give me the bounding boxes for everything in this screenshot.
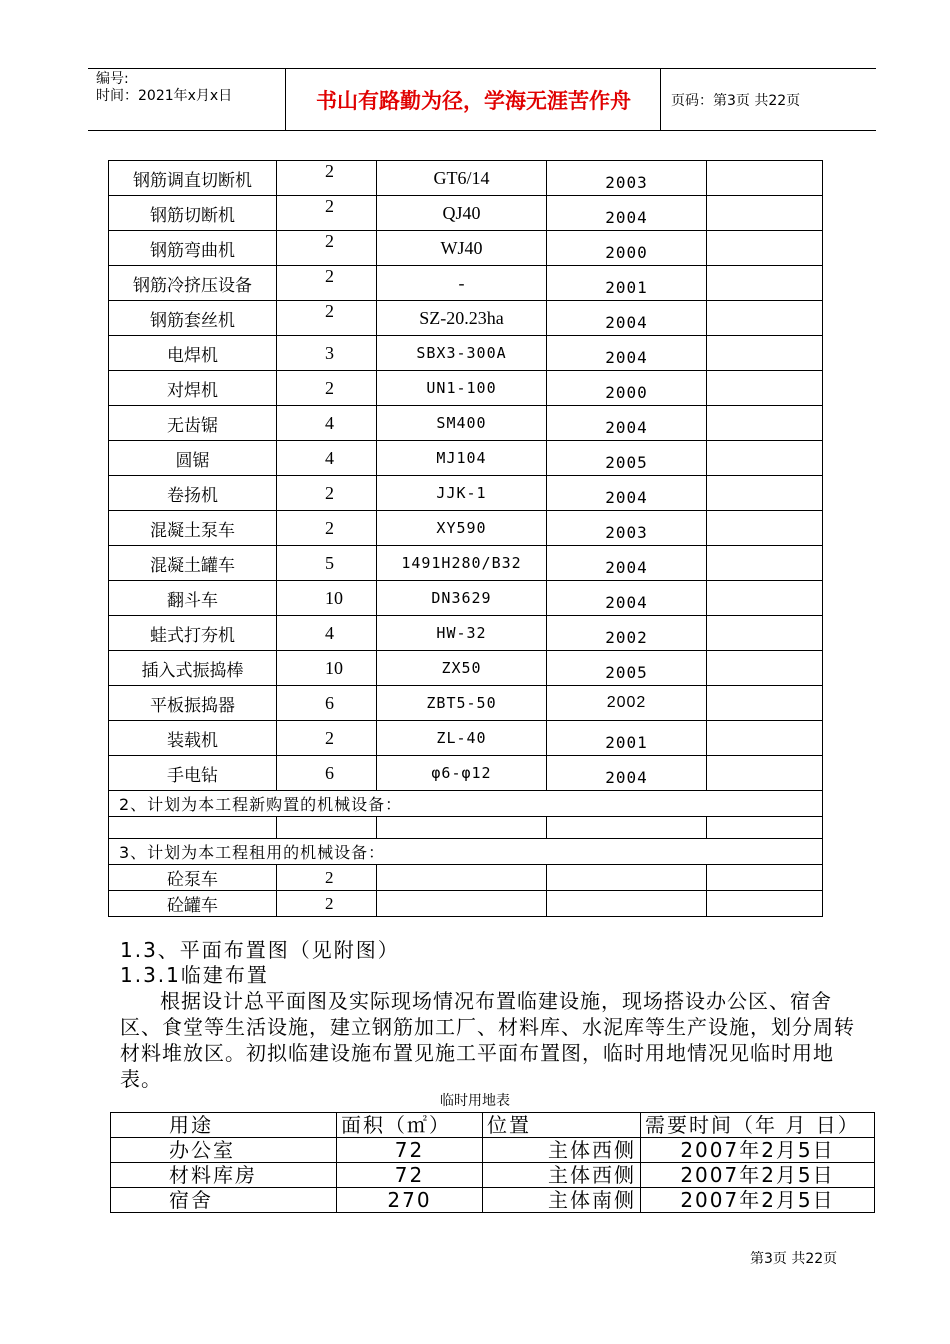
equipment-model: UN1-100 [377,371,547,406]
land-use-cell: 材料库房 [111,1163,337,1188]
equipment-remark [707,301,823,336]
land-time-cell: 2007年2月5日 [641,1188,875,1213]
page-footer: 第3页 共22页 [750,1251,838,1267]
table-row [109,511,823,546]
rental-item-row [109,891,823,917]
equipment-qty: 10 [277,581,377,616]
equipment-remark [707,511,823,546]
land-location-cell: 主体西侧 [483,1163,641,1188]
equipment-name: 装载机 [109,721,277,756]
equipment-name: 钢筋套丝机 [109,301,277,336]
table-cell [547,891,707,917]
equipment-remark [707,406,823,441]
equipment-model: HW-32 [377,616,547,651]
equipment-name: 插入式振捣棒 [109,651,277,686]
equipment-name: 钢筋切断机 [109,196,277,231]
equipment-name: 翻斗车 [109,581,277,616]
equipment-remark [707,721,823,756]
land-time-cell: 2007年2月5日 [641,1163,875,1188]
table-row [109,721,823,756]
page-header [88,68,876,131]
new-purchase-label: 2、计划为本工程新购置的机械设备： [109,791,823,817]
equipment-model: 1491H280/B32 [377,546,547,581]
header-cell-location: 位置 [483,1113,641,1138]
equipment-qty: 2 [277,476,377,511]
equipment-year: 2005 [547,651,707,686]
equipment-qty: 2 [277,266,377,301]
equipment-qty: 3 [277,336,377,371]
equipment-model: QJ40 [377,196,547,231]
equipment-name: 平板振捣器 [109,686,277,721]
table-row [109,616,823,651]
table-row [111,1188,875,1213]
land-use-cell: 办公室 [111,1138,337,1163]
table-cell [547,865,707,891]
equipment-year: 2001 [547,266,707,301]
table-cell [377,865,547,891]
equipment-remark [707,161,823,196]
equipment-qty: 4 [277,616,377,651]
equipment-remark [707,581,823,616]
equipment-qty: 10 [277,651,377,686]
equipment-model: SBX3-300A [377,336,547,371]
table-cell [377,817,547,839]
equipment-model: ZL-40 [377,721,547,756]
equipment-model: GT6/14 [377,161,547,196]
table-row [109,686,823,721]
land-use-table [110,1112,875,1213]
table-row [109,406,823,441]
table-row [111,1138,875,1163]
equipment-year: 2003 [547,161,707,196]
new-purchase-blank-row [109,817,823,839]
equipment-model: φ6-φ12 [377,756,547,791]
table-row [111,1163,875,1188]
equipment-year: 2003 [547,511,707,546]
equipment-remark [707,651,823,686]
section-heading-1-3-1: 1.3.1临建布置 [120,963,269,987]
equipment-table [108,160,823,917]
equipment-year: 2000 [547,231,707,266]
land-area-cell: 270 [337,1188,483,1213]
equipment-year: 2002 [547,686,707,721]
rental-label: 3、计划为本工程租用的机械设备： [109,839,823,865]
equipment-remark [707,756,823,791]
equipment-year: 2004 [547,406,707,441]
header-cell-time: 需要时间（年 月 日） [641,1113,875,1138]
equipment-qty: 4 [277,441,377,476]
table-cell [547,817,707,839]
equipment-name: 钢筋弯曲机 [109,231,277,266]
rental-row [109,839,823,865]
equipment-remark [707,441,823,476]
equipment-name: 无齿锯 [109,406,277,441]
table-cell [377,891,547,917]
equipment-qty: 5 [277,546,377,581]
equipment-year: 2000 [547,371,707,406]
table-row [109,756,823,791]
equipment-model: JJK-1 [377,476,547,511]
land-location-cell: 主体西侧 [483,1138,641,1163]
document-number-label: 编号: [96,71,129,87]
equipment-model: XY590 [377,511,547,546]
equipment-name: 圆锯 [109,441,277,476]
equipment-year: 2005 [547,441,707,476]
table-row [109,231,823,266]
equipment-remark [707,266,823,301]
table-row [109,371,823,406]
equipment-name: 蛙式打夯机 [109,616,277,651]
table-row [109,476,823,511]
equipment-year: 2004 [547,196,707,231]
equipment-qty: 2 [277,161,377,196]
table-row [109,581,823,616]
table-row [109,546,823,581]
land-table-caption: 临时用地表 [440,1093,510,1109]
equipment-name: 钢筋冷挤压设备 [109,266,277,301]
equipment-year: 2004 [547,336,707,371]
equipment-name: 混凝土罐车 [109,546,277,581]
equipment-remark [707,336,823,371]
equipment-model: - [377,266,547,301]
land-table-header-row [111,1113,875,1138]
equipment-remark [707,476,823,511]
equipment-remark [707,686,823,721]
equipment-remark [707,196,823,231]
equipment-name: 手电钻 [109,756,277,791]
table-row [109,266,823,301]
section-heading-1-3: 1.3、平面布置图（见附图） [120,938,400,962]
rental-item-row [109,865,823,891]
equipment-name: 卷扬机 [109,476,277,511]
table-cell [707,865,823,891]
equipment-name: 混凝土泵车 [109,511,277,546]
equipment-year: 2004 [547,546,707,581]
land-area-cell: 72 [337,1138,483,1163]
body-paragraph [120,988,860,1092]
rental-name: 砼泵车 [109,865,277,891]
equipment-model: MJ104 [377,441,547,476]
equipment-year: 2001 [547,721,707,756]
equipment-year: 2004 [547,581,707,616]
table-row [109,301,823,336]
land-location-cell: 主体南侧 [483,1188,641,1213]
equipment-qty: 6 [277,756,377,791]
header-cell-area: 面积（㎡） [337,1113,483,1138]
table-row [109,336,823,371]
land-use-cell: 宿舍 [111,1188,337,1213]
equipment-qty: 2 [277,231,377,266]
equipment-model: SZ-20.23ha [377,301,547,336]
table-row [109,651,823,686]
equipment-qty: 2 [277,371,377,406]
equipment-qty: 2 [277,301,377,336]
equipment-name: 对焊机 [109,371,277,406]
equipment-model: DN3629 [377,581,547,616]
land-area-cell: 72 [337,1163,483,1188]
equipment-year: 2004 [547,301,707,336]
equipment-year: 2002 [547,616,707,651]
rental-name: 砼罐车 [109,891,277,917]
header-page-number: 页码：第3页 共22页 [671,92,801,109]
equipment-qty: 6 [277,686,377,721]
table-cell [109,817,277,839]
header-cell-use: 用途 [111,1113,337,1138]
equipment-model: SM400 [377,406,547,441]
rental-qty: 2 [277,891,377,917]
equipment-model: ZBT5-50 [377,686,547,721]
equipment-qty: 2 [277,196,377,231]
equipment-name: 电焊机 [109,336,277,371]
land-time-cell: 2007年2月5日 [641,1138,875,1163]
table-cell [707,891,823,917]
equipment-model: WJ40 [377,231,547,266]
table-row [109,196,823,231]
equipment-qty: 2 [277,721,377,756]
document-date: 时间：2021年x月x日 [96,88,233,104]
table-cell [707,817,823,839]
table-row [109,441,823,476]
body-paragraph-text: 根据设计总平面图及实际现场情况布置临建设施，现场搭设办公区、宿舍区、食堂等生活设施，建立钢筋加工厂、材料库、水泥库等生产设施，划分周转材料堆放区。初拟临建设施布置见施工平面布置图，临时用地情况见临时用地表。 [120,989,855,1091]
header-motto: 书山有路勤为径，学海无涯苦作舟 [287,69,661,130]
equipment-remark [707,371,823,406]
equipment-remark [707,616,823,651]
table-row [109,161,823,196]
table-cell [277,817,377,839]
equipment-qty: 2 [277,511,377,546]
header-meta [88,69,286,130]
equipment-year: 2004 [547,756,707,791]
equipment-model: ZX50 [377,651,547,686]
equipment-remark [707,231,823,266]
equipment-name: 钢筋调直切断机 [109,161,277,196]
equipment-year: 2004 [547,476,707,511]
equipment-qty: 4 [277,406,377,441]
new-purchase-row [109,791,823,817]
equipment-remark [707,546,823,581]
rental-qty: 2 [277,865,377,891]
